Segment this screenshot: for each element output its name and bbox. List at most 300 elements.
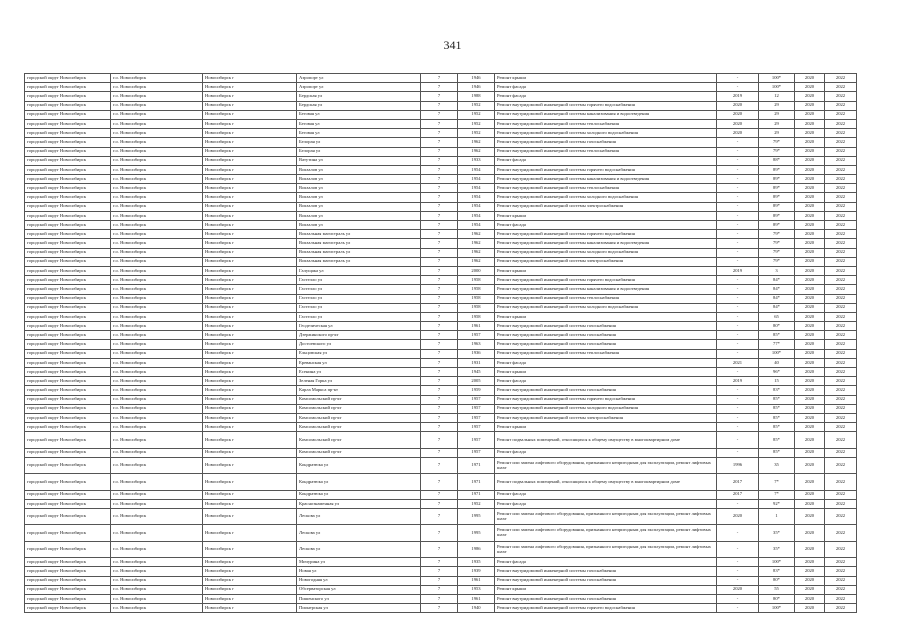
year-built-cell: 1963 — [458, 340, 495, 349]
street-cell: Пишенского ул — [297, 594, 421, 603]
city-cell: Новосибирск г — [203, 266, 297, 275]
street-cell: Пионерская ул — [297, 604, 421, 613]
district-cell: г.о. Новосибирск — [111, 377, 203, 386]
year-built-cell: 1958 — [458, 312, 495, 321]
year-built-cell: 1957 — [458, 395, 495, 404]
city-cell: Новосибирск г — [203, 156, 297, 165]
plan-end-cell: 2022 — [825, 184, 857, 193]
house-cell: 7 — [421, 230, 458, 239]
district-cell: г.о. Новосибирск — [111, 211, 203, 220]
street-cell: Есенина ул — [297, 368, 421, 377]
district-cell: г.о. Новосибирск — [111, 294, 203, 303]
street-cell: Новогодняя ул — [297, 576, 421, 585]
street-cell: Вокзалов ул — [297, 184, 421, 193]
street-cell: Вокзалов ул — [297, 211, 421, 220]
plan-start-cell: 2020 — [795, 184, 825, 193]
year-built-cell: 1952 — [458, 101, 495, 110]
year-built-cell: 1971 — [458, 457, 495, 473]
house-cell: 7 — [421, 138, 458, 147]
city-cell: Новосибирск г — [203, 413, 297, 422]
last-repair-year-cell: - — [717, 257, 759, 266]
year-built-cell: 1935 — [458, 558, 495, 567]
last-repair-year-cell: - — [717, 395, 759, 404]
municipality-cell: городской округ Новосибирск — [25, 165, 111, 174]
plan-start-cell: 2020 — [795, 303, 825, 312]
city-cell: Новосибирск г — [203, 202, 297, 211]
municipality-cell: городской округ Новосибирск — [25, 101, 111, 110]
house-cell: 7 — [421, 423, 458, 432]
municipality-cell: городской округ Новосибирск — [25, 368, 111, 377]
wear-percent-cell: 7* — [759, 490, 795, 499]
city-cell: Новосибирск г — [203, 248, 297, 257]
table-row — [25, 413, 857, 422]
house-cell: 7 — [421, 294, 458, 303]
plan-end-cell: 2022 — [825, 322, 857, 331]
table-row — [25, 285, 857, 294]
work-type-cell: Ремонт крыши — [495, 423, 717, 432]
street-cell: Бердская ул — [297, 92, 421, 101]
table-row — [25, 92, 857, 101]
house-cell: 7 — [421, 193, 458, 202]
house-cell: 7 — [421, 404, 458, 413]
plan-end-cell: 2022 — [825, 377, 857, 386]
district-cell: г.о. Новосибирск — [111, 147, 203, 156]
city-cell: Новосибирск г — [203, 567, 297, 576]
wear-percent-cell: 85* — [759, 331, 795, 340]
plan-start-cell: 2020 — [795, 448, 825, 457]
municipality-cell: городской округ Новосибирск — [25, 377, 111, 386]
district-cell: г.о. Новосибирск — [111, 404, 203, 413]
district-cell: г.о. Новосибирск — [111, 175, 203, 184]
table-row — [25, 276, 857, 285]
street-cell: Аэропорт ул — [297, 74, 421, 83]
work-type-cell: Ремонт внутридомовой инженерной системы электроснабжения — [495, 202, 717, 211]
last-repair-year-cell: 2020 — [717, 509, 759, 525]
plan-start-cell: 2020 — [795, 331, 825, 340]
plan-start-cell: 2020 — [795, 312, 825, 321]
wear-percent-cell: 77* — [759, 340, 795, 349]
district-cell: г.о. Новосибирск — [111, 312, 203, 321]
last-repair-year-cell: - — [717, 285, 759, 294]
table-row — [25, 294, 857, 303]
table-row — [25, 432, 857, 448]
repair-schedule-table — [24, 73, 857, 613]
last-repair-year-cell: 2020 — [717, 101, 759, 110]
house-cell: 7 — [421, 340, 458, 349]
plan-start-cell: 2020 — [795, 202, 825, 211]
city-cell: Новосибирск г — [203, 448, 297, 457]
plan-start-cell: 2020 — [795, 474, 825, 490]
street-cell: Бердская ул — [297, 101, 421, 110]
year-built-cell: 1995 — [458, 525, 495, 541]
street-cell: Комсомольский пр-кт — [297, 404, 421, 413]
municipality-cell: городской округ Новосибирск — [25, 474, 111, 490]
house-cell: 7 — [421, 525, 458, 541]
plan-start-cell: 2020 — [795, 266, 825, 275]
plan-start-cell: 2020 — [795, 221, 825, 230]
work-type-cell: Ремонт внутридомовой инженерной системы горячего водоснабжения — [495, 276, 717, 285]
house-cell: 7 — [421, 239, 458, 248]
work-type-cell: Ремонт внутридомовой инженерной системы холодного водоснабжения — [495, 303, 717, 312]
work-type-cell: Ремонт крыши — [495, 211, 717, 220]
street-cell: Белорая ул — [297, 147, 421, 156]
district-cell: г.о. Новосибирск — [111, 448, 203, 457]
plan-end-cell: 2022 — [825, 567, 857, 576]
municipality-cell: городской округ Новосибирск — [25, 395, 111, 404]
table-row — [25, 303, 857, 312]
work-type-cell: Ремонт или замена лифтового оборудования, признанного непригодным для эксплуатации, ремонт лифтовых шахт — [495, 457, 717, 473]
district-cell: г.о. Новосибирск — [111, 567, 203, 576]
city-cell: Новосибирск г — [203, 303, 297, 312]
work-type-cell: Ремонт внутридомовой инженерной системы газоснабжения — [495, 576, 717, 585]
work-type-cell: Ремонт крыши — [495, 585, 717, 594]
street-cell: Достоевского ул — [297, 340, 421, 349]
plan-start-cell: 2020 — [795, 257, 825, 266]
street-cell: Вокзалов ул — [297, 221, 421, 230]
wear-percent-cell: 79* — [759, 230, 795, 239]
house-cell: 7 — [421, 303, 458, 312]
year-built-cell: 1971 — [458, 474, 495, 490]
table-row — [25, 211, 857, 220]
house-cell: 7 — [421, 175, 458, 184]
house-cell: 7 — [421, 92, 458, 101]
wear-percent-cell: 89* — [759, 211, 795, 220]
street-cell: Краснознаменная ул — [297, 499, 421, 508]
year-built-cell: 1936 — [458, 349, 495, 358]
plan-start-cell: 2020 — [795, 138, 825, 147]
plan-end-cell: 2022 — [825, 211, 857, 220]
street-cell: Зеленая Горка ул — [297, 377, 421, 386]
year-built-cell: 1958 — [458, 294, 495, 303]
house-cell: 7 — [421, 221, 458, 230]
table-row — [25, 230, 857, 239]
city-cell: Новосибирск г — [203, 358, 297, 367]
last-repair-year-cell: - — [717, 499, 759, 508]
year-built-cell: 1962 — [458, 138, 495, 147]
work-type-cell: Ремонт или замена лифтового оборудования, признанного непригодным для эксплуатации, ремонт лифтовых шахт — [495, 509, 717, 525]
year-built-cell: 1940 — [458, 604, 495, 613]
plan-end-cell: 2022 — [825, 395, 857, 404]
district-cell: г.о. Новосибирск — [111, 423, 203, 432]
table-row — [25, 138, 857, 147]
year-built-cell: 1954 — [458, 184, 495, 193]
city-cell: Новосибирск г — [203, 404, 297, 413]
city-cell: Новосибирск г — [203, 322, 297, 331]
wear-percent-cell: 29 — [759, 101, 795, 110]
city-cell: Новосибирск г — [203, 221, 297, 230]
plan-end-cell: 2022 — [825, 432, 857, 448]
year-built-cell: 1957 — [458, 413, 495, 422]
district-cell: г.о. Новосибирск — [111, 276, 203, 285]
street-cell: Беговая ул — [297, 110, 421, 119]
plan-end-cell: 2022 — [825, 147, 857, 156]
city-cell: Новосибирск г — [203, 74, 297, 83]
city-cell: Новосибирск г — [203, 432, 297, 448]
district-cell: г.о. Новосибирск — [111, 594, 203, 603]
plan-end-cell: 2022 — [825, 413, 857, 422]
house-cell: 7 — [421, 257, 458, 266]
municipality-cell: городской округ Новосибирск — [25, 525, 111, 541]
city-cell: Новосибирск г — [203, 499, 297, 508]
municipality-cell: городской округ Новосибирск — [25, 110, 111, 119]
city-cell: Новосибирск г — [203, 129, 297, 138]
plan-end-cell: 2022 — [825, 490, 857, 499]
plan-end-cell: 2022 — [825, 525, 857, 541]
last-repair-year-cell: - — [717, 349, 759, 358]
last-repair-year-cell: - — [717, 541, 759, 557]
plan-end-cell: 2022 — [825, 509, 857, 525]
last-repair-year-cell: - — [717, 74, 759, 83]
street-cell: Новая ул — [297, 567, 421, 576]
municipality-cell: городской округ Новосибирск — [25, 184, 111, 193]
plan-start-cell: 2020 — [795, 349, 825, 358]
plan-start-cell: 2020 — [795, 165, 825, 174]
house-cell: 7 — [421, 248, 458, 257]
year-built-cell: 1939 — [458, 567, 495, 576]
table-row — [25, 499, 857, 508]
plan-end-cell: 2022 — [825, 202, 857, 211]
wear-percent-cell: 100* — [759, 74, 795, 83]
last-repair-year-cell: - — [717, 368, 759, 377]
city-cell: Новосибирск г — [203, 558, 297, 567]
municipality-cell: городской округ Новосибирск — [25, 211, 111, 220]
page-number: 341 — [443, 38, 462, 52]
table-row — [25, 184, 857, 193]
table-row — [25, 331, 857, 340]
wear-percent-cell: 85* — [759, 448, 795, 457]
table-row — [25, 358, 857, 367]
work-type-cell: Ремонт внутридомовой инженерной системы горячего водоснабжения — [495, 165, 717, 174]
last-repair-year-cell: - — [717, 413, 759, 422]
work-type-cell: Ремонт фасада — [495, 558, 717, 567]
city-cell: Новосибирск г — [203, 294, 297, 303]
plan-end-cell: 2022 — [825, 119, 857, 128]
year-built-cell: 1957 — [458, 331, 495, 340]
district-cell: г.о. Новосибирск — [111, 576, 203, 585]
year-built-cell: 1961 — [458, 594, 495, 603]
street-cell: Вокзалов ул — [297, 202, 421, 211]
municipality-cell: городской округ Новосибирск — [25, 138, 111, 147]
city-cell: Новосибирск г — [203, 331, 297, 340]
last-repair-year-cell: - — [717, 175, 759, 184]
plan-start-cell: 2020 — [795, 74, 825, 83]
year-built-cell: 1954 — [458, 202, 495, 211]
last-repair-year-cell: - — [717, 567, 759, 576]
work-type-cell: Ремонт фасада — [495, 83, 717, 92]
city-cell: Новосибирск г — [203, 457, 297, 473]
district-cell: г.о. Новосибирск — [111, 193, 203, 202]
municipality-cell: городской округ Новосибирск — [25, 239, 111, 248]
plan-start-cell: 2020 — [795, 404, 825, 413]
plan-end-cell: 2022 — [825, 474, 857, 490]
work-type-cell: Ремонт крыши — [495, 312, 717, 321]
table-row — [25, 509, 857, 525]
municipality-cell: городской округ Новосибирск — [25, 156, 111, 165]
table-row — [25, 147, 857, 156]
city-cell: Новосибирск г — [203, 474, 297, 490]
house-cell: 7 — [421, 432, 458, 448]
municipality-cell: городской округ Новосибирск — [25, 594, 111, 603]
city-cell: Новосибирск г — [203, 101, 297, 110]
district-cell: г.о. Новосибирск — [111, 331, 203, 340]
year-built-cell: 1962 — [458, 147, 495, 156]
district-cell: г.о. Новосибирск — [111, 340, 203, 349]
district-cell: г.о. Новосибирск — [111, 541, 203, 557]
plan-end-cell: 2022 — [825, 101, 857, 110]
street-cell: Мичурина ул — [297, 558, 421, 567]
plan-end-cell: 2022 — [825, 239, 857, 248]
table-row — [25, 604, 857, 613]
plan-start-cell: 2020 — [795, 377, 825, 386]
last-repair-year-cell: - — [717, 230, 759, 239]
work-type-cell: Ремонт внутридомовой инженерной системы газоснабжения — [495, 138, 717, 147]
plan-end-cell: 2022 — [825, 368, 857, 377]
work-type-cell: Ремонт внутридомовой инженерной системы газоснабжения — [495, 331, 717, 340]
district-cell: г.о. Новосибирск — [111, 156, 203, 165]
plan-end-cell: 2022 — [825, 604, 857, 613]
street-cell: Вокзалов ул — [297, 175, 421, 184]
district-cell: г.о. Новосибирск — [111, 474, 203, 490]
plan-start-cell: 2020 — [795, 413, 825, 422]
wear-percent-cell: 83* — [759, 386, 795, 395]
street-cell: Дзержинского пр-кт — [297, 331, 421, 340]
table-row — [25, 541, 857, 557]
municipality-cell: городской округ Новосибирск — [25, 322, 111, 331]
plan-end-cell: 2022 — [825, 349, 857, 358]
wear-percent-cell: 15 — [759, 377, 795, 386]
plan-start-cell: 2020 — [795, 110, 825, 119]
work-type-cell: Ремонт внутридомовой инженерной системы теплоснабжения — [495, 184, 717, 193]
last-repair-year-cell: - — [717, 147, 759, 156]
plan-end-cell: 2022 — [825, 386, 857, 395]
house-cell: 7 — [421, 202, 458, 211]
house-cell: 7 — [421, 567, 458, 576]
municipality-cell: городской округ Новосибирск — [25, 303, 111, 312]
table-row — [25, 576, 857, 585]
plan-start-cell: 2020 — [795, 322, 825, 331]
district-cell: г.о. Новосибирск — [111, 303, 203, 312]
year-built-cell: 1954 — [458, 221, 495, 230]
plan-end-cell: 2022 — [825, 193, 857, 202]
district-cell: г.о. Новосибирск — [111, 413, 203, 422]
table-row — [25, 202, 857, 211]
plan-start-cell: 2020 — [795, 509, 825, 525]
district-cell: г.о. Новосибирск — [111, 509, 203, 525]
municipality-cell: городской округ Новосибирск — [25, 129, 111, 138]
plan-end-cell: 2022 — [825, 221, 857, 230]
plan-start-cell: 2020 — [795, 541, 825, 557]
municipality-cell: городской округ Новосибирск — [25, 567, 111, 576]
city-cell: Новосибирск г — [203, 312, 297, 321]
plan-start-cell: 2020 — [795, 129, 825, 138]
plan-start-cell: 2020 — [795, 239, 825, 248]
year-built-cell: 1961 — [458, 576, 495, 585]
municipality-cell: городской округ Новосибирск — [25, 604, 111, 613]
last-repair-year-cell: - — [717, 138, 759, 147]
plan-end-cell: 2022 — [825, 541, 857, 557]
city-cell: Новосибирск г — [203, 386, 297, 395]
wear-percent-cell: 84* — [759, 285, 795, 294]
table-row — [25, 83, 857, 92]
municipality-cell: городской округ Новосибирск — [25, 499, 111, 508]
wear-percent-cell: 12 — [759, 92, 795, 101]
city-cell: Новосибирск г — [203, 138, 297, 147]
year-built-cell: 1959 — [458, 386, 495, 395]
last-repair-year-cell: 2020 — [717, 129, 759, 138]
street-cell: Белорая ул — [297, 138, 421, 147]
table-row — [25, 377, 857, 386]
street-cell: Обсерваторская ул — [297, 585, 421, 594]
plan-start-cell: 2020 — [795, 432, 825, 448]
city-cell: Новосибирск г — [203, 119, 297, 128]
street-cell: Гастелло ул — [297, 303, 421, 312]
year-built-cell: 1958 — [458, 276, 495, 285]
plan-start-cell: 2020 — [795, 576, 825, 585]
work-type-cell: Ремонт или замена лифтового оборудования, признанного непригодным для эксплуатации, ремонт лифтовых шахт — [495, 541, 717, 557]
table-row — [25, 448, 857, 457]
wear-percent-cell: 79* — [759, 138, 795, 147]
house-cell: 7 — [421, 576, 458, 585]
plan-end-cell: 2022 — [825, 110, 857, 119]
district-cell: г.о. Новосибирск — [111, 239, 203, 248]
city-cell: Новосибирск г — [203, 147, 297, 156]
year-built-cell: 1957 — [458, 404, 495, 413]
plan-end-cell: 2022 — [825, 294, 857, 303]
last-repair-year-cell: - — [717, 312, 759, 321]
table-row — [25, 257, 857, 266]
district-cell: г.о. Новосибирск — [111, 525, 203, 541]
plan-end-cell: 2022 — [825, 230, 857, 239]
house-cell: 7 — [421, 156, 458, 165]
work-type-cell: Ремонт подвальных помещений, относящихся к общему имуществу в многоквартирном доме — [495, 474, 717, 490]
work-type-cell: Ремонт внутридомовой инженерной системы газоснабжения — [495, 386, 717, 395]
street-cell: Комсомольский пр-кт — [297, 395, 421, 404]
plan-end-cell: 2022 — [825, 266, 857, 275]
wear-percent-cell: 65 — [759, 312, 795, 321]
wear-percent-cell: 79* — [759, 248, 795, 257]
year-built-cell: 1954 — [458, 211, 495, 220]
table-row — [25, 490, 857, 499]
municipality-cell: городской округ Новосибирск — [25, 175, 111, 184]
wear-percent-cell: 40 — [759, 358, 795, 367]
work-type-cell: Ремонт фасада — [495, 499, 717, 508]
plan-start-cell: 2020 — [795, 285, 825, 294]
plan-end-cell: 2022 — [825, 74, 857, 83]
municipality-cell: городской округ Новосибирск — [25, 541, 111, 557]
table-row — [25, 129, 857, 138]
district-cell: г.о. Новосибирск — [111, 499, 203, 508]
house-cell: 7 — [421, 386, 458, 395]
wear-percent-cell: 79* — [759, 257, 795, 266]
plan-start-cell: 2020 — [795, 594, 825, 603]
last-repair-year-cell: 2017 — [717, 490, 759, 499]
city-cell: Новосибирск г — [203, 239, 297, 248]
municipality-cell: городской округ Новосибирск — [25, 576, 111, 585]
wear-percent-cell: 85* — [759, 395, 795, 404]
plan-end-cell: 2022 — [825, 423, 857, 432]
work-type-cell: Ремонт внутридомовой инженерной системы горячего водоснабжения — [495, 101, 717, 110]
municipality-cell: городской округ Новосибирск — [25, 147, 111, 156]
street-cell: Ереванская ул — [297, 358, 421, 367]
house-cell: 7 — [421, 490, 458, 499]
wear-percent-cell: 100* — [759, 83, 795, 92]
work-type-cell: Ремонт подвальных помещений, относящихся к общему имуществу в многоквартирном доме — [495, 432, 717, 448]
city-cell: Новосибирск г — [203, 541, 297, 557]
plan-start-cell: 2020 — [795, 457, 825, 473]
table-row — [25, 119, 857, 128]
year-built-cell: 1958 — [458, 285, 495, 294]
year-built-cell: 1957 — [458, 432, 495, 448]
